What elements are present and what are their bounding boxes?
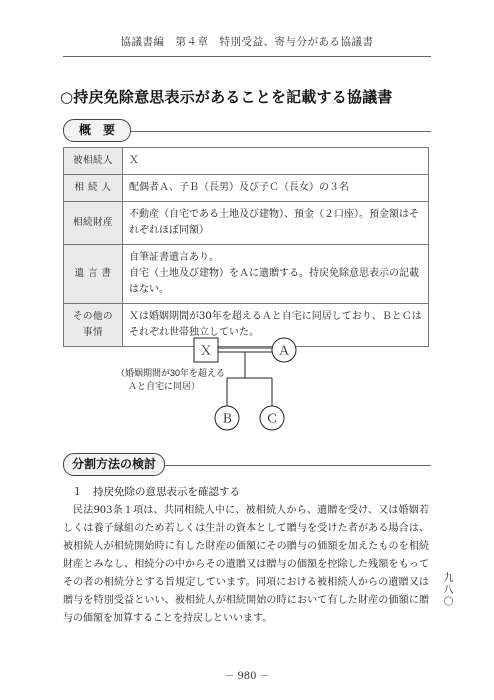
will-line-1: 自筆証書遺言あり。 xyxy=(129,252,219,263)
node-x-label: Ｘ xyxy=(199,343,213,358)
section-rule-overview xyxy=(131,131,431,132)
node-b-label: Ｂ xyxy=(220,411,234,426)
running-header: 協議書編 第４章 特別受益、寄与分がある協議書 xyxy=(120,36,374,48)
node-c-label: Ｃ xyxy=(265,411,279,426)
analysis-subheading: １ 持戻免除の意思表示を確認する xyxy=(72,486,240,498)
section-label-analysis: 分割方法の検討 xyxy=(63,453,165,476)
row-key: 相 続 人 xyxy=(64,175,123,202)
side-page-number: 九八〇 xyxy=(441,572,452,608)
table-row xyxy=(64,175,429,202)
overview-table xyxy=(63,147,429,347)
footer-page-number: － 980 － xyxy=(224,671,270,682)
section-label-overview: 概 要 xyxy=(63,119,131,142)
row-key: その他の事情 xyxy=(64,304,123,347)
table-row xyxy=(64,245,429,304)
table-row xyxy=(64,148,429,175)
node-a-label: Ａ xyxy=(277,343,291,358)
diagram-note-line-1: （婚姻期間が30年を超える xyxy=(116,368,226,378)
row-key: 相続財産 xyxy=(64,202,123,245)
section-rule-analysis xyxy=(165,465,431,466)
header-rule xyxy=(63,56,431,57)
row-value: 不動産（自宅である土地及び建物）、預金（２口座）。預金額はそれぞれほぼ同額） xyxy=(123,202,429,245)
row-value: Ｘは婚姻期間が30年を超えるＡと自宅に同居しており、ＢとＣはそれぞれ世帯独立していた。 xyxy=(123,304,429,347)
row-key: 被相続人 xyxy=(64,148,123,175)
diagram-note-line-2: Ａと自宅に同居） xyxy=(128,381,201,391)
will-line-2: 自宅（土地及び建物）をＡに遺贈する。持戻免除意思表示の記載はない。 xyxy=(129,268,419,295)
document-title: ○持戻免除意思表示があることを記載する協議書 xyxy=(60,88,393,106)
row-value: Ｘ xyxy=(123,148,429,175)
row-value: 配偶者Ａ、子Ｂ（長男）及び子Ｃ（長女）の３名 xyxy=(123,175,429,202)
table-row xyxy=(64,202,429,245)
row-value xyxy=(123,245,429,304)
family-diagram xyxy=(100,330,330,440)
analysis-paragraph: 民法903条１項は、共同相続人中に、被相続人から、遺贈を受け、又は婚姻若しくは養子縁組のため若しくは生計の資本として贈与を受けた者がある場合は、被相続人が相続開始時に有した財産の価額にその贈与の価額を加えたものを相続財産とみなし、相続分の中からその遺贈又は贈与の価額を控除した残額をもってその者の相続分とする旨規定しています。同項における被相続人からの遺贈又は贈与を特別受益といい、被相続人が相続開始の時において有した財産の価額に贈与の価額を加算することを持戻しといいます。 xyxy=(63,505,429,624)
row-key: 遺 言 書 xyxy=(64,245,123,304)
